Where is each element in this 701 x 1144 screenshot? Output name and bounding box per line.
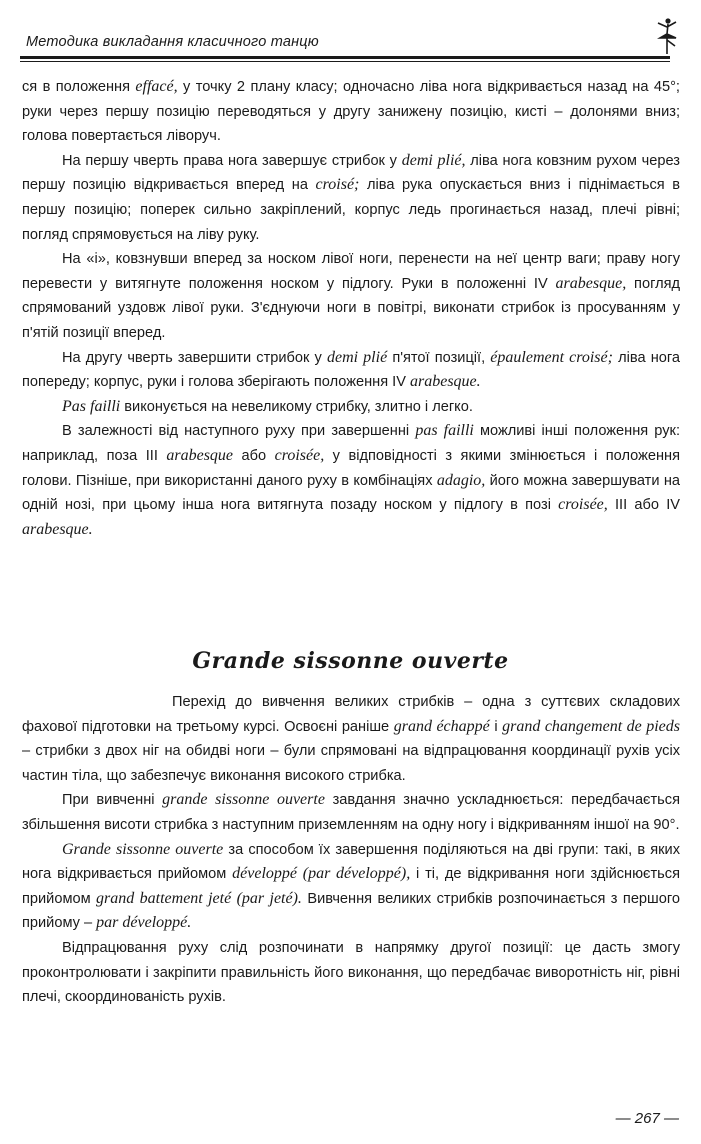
paragraph	[22, 395, 680, 420]
page-number: — 267 —	[615, 1110, 679, 1127]
header-rule-thin	[20, 61, 670, 62]
text-run: і	[489, 718, 503, 735]
header-rule-thick	[20, 56, 670, 59]
ballerina-icon	[654, 16, 680, 56]
text-run: Вивчення великих стрибків розпочинається з першого прийому –	[22, 890, 680, 932]
italic-term: arabesque	[166, 446, 234, 464]
italic-term: par développé.	[96, 914, 192, 932]
paragraph	[22, 247, 680, 345]
text-run: ліва рука опускається вниз і піднімається в першу позицію; поперек сильно закріплений, корпус ледь прогинається назад, плечі рівні; погляд спрямовується на ліву руку.	[22, 177, 680, 243]
italic-term: épaulement croisé;	[490, 348, 613, 366]
text-run: виконується на невеликому стрибку, злитно і легко.	[120, 398, 473, 415]
text-run: можливі інші положення рук: наприклад, поза III	[22, 423, 680, 464]
paragraph	[22, 788, 680, 837]
italic-term: pas failli	[415, 422, 474, 440]
text-run: Перехід до вивчення великих стрибків – одна з суттєвих складових фахової підготовки на третьому курсі. Освоєні раніше	[22, 694, 680, 735]
text-run: погляд спрямований уздовж лівої руки. З'єднуючи ноги в повітрі, виконати стрибок із просуванням у п'ятій позиції вперед.	[22, 275, 681, 341]
text-run: – стрибки з двох ніг на обидві ноги – були спрямовані на відпрацювання координації рухів усіх частин тіла, що забезпечує виконання високого стрибка.	[22, 743, 680, 784]
section-heading: Grande sissonne ouverte	[192, 648, 509, 674]
italic-term: croisé;	[315, 176, 360, 194]
running-header	[20, 28, 680, 60]
text-run: у точку 2 плану класу; одночасно ліва нога відкривається назад на 45°; руки через першу позицію переводяться у другу занижену позицію, кисті – долонями вниз; голова повертається ліворуч.	[22, 79, 680, 145]
text-run: Відпрацювання руху слід розпочинати в напрямку другої позиції: це дасть змогу проконтролювати і закріпити правильність його виконання, що передбачає виворотність ніг, рівні плечі, скоординованість рухів.	[22, 939, 680, 1006]
italic-term: arabesque.	[410, 373, 481, 391]
italic-term: adagio,	[436, 471, 486, 489]
text-run: III або IV	[607, 497, 680, 514]
running-header-title: Методика викладання класичного танцю	[26, 34, 319, 50]
italic-term: croisée,	[274, 446, 325, 464]
text-run: На другу чверть завершити стрибок у	[62, 349, 327, 366]
paragraph	[22, 419, 680, 542]
paragraph	[22, 936, 680, 1010]
paragraph	[22, 838, 680, 936]
paragraph	[22, 149, 680, 247]
italic-term: grande sissonne ouverte	[162, 791, 325, 809]
text-run: ліва нога ковзним рухом через першу позицію відкривається вперед на	[22, 152, 680, 194]
body-text-top	[22, 75, 680, 542]
italic-term: croisée,	[558, 496, 608, 514]
text-run: При вивченні	[62, 792, 163, 809]
text-run: На першу чверть права нога завершує стрибок у	[62, 152, 402, 169]
text-run: у відповідності з якими змінюється і положення голови. Пізніше, при використанні даного руху в комбінаціях	[22, 447, 681, 489]
italic-term: Grande sissonne ouverte	[62, 840, 224, 858]
italic-term: arabesque,	[555, 274, 627, 292]
italic-term: grand battement jeté (par jeté).	[96, 889, 302, 907]
italic-term: grand échappé	[393, 717, 490, 735]
paragraph	[22, 75, 680, 149]
italic-term: demi plié,	[401, 151, 466, 169]
italic-term: arabesque.	[22, 520, 93, 538]
italic-term: grand changement de pieds	[502, 717, 681, 735]
text-run: або	[233, 447, 275, 464]
text-run: його можна завершувати на одній нозі, при цьому інша нога витягнута позаду носком у підлогу в позі	[22, 472, 681, 514]
text-run: п'ятої позиції,	[387, 349, 491, 366]
text-run: за способом їх завершення поділяються на дві групи: такі, в яких нога відкривається прийомом	[22, 841, 680, 883]
text-run: завдання значно ускладнюється: передбачається збільшення висоти стрибка з наступним приземленням на одну ногу і відкриванням іншої на 90°.	[22, 792, 680, 833]
paragraph	[22, 346, 680, 395]
text-run: На «і», ковзнувши вперед за носком лівої ноги, перенести на неї центр ваги; праву ногу перевести у витягнуте положення носком у підлогу. Руки в положенні IV	[22, 251, 680, 292]
paragraph	[22, 690, 680, 788]
italic-term: effacé,	[135, 78, 178, 95]
text-run: і ті, де відкривання ноги здійснюється прийомом	[22, 866, 680, 907]
italic-term: Pas failli	[62, 397, 121, 415]
body-text-bottom	[22, 690, 680, 1010]
text-run: ся в положення	[22, 79, 136, 95]
italic-term: demi plié	[327, 348, 388, 366]
text-run: В залежності від наступного руху при завершенні	[62, 423, 416, 440]
italic-term: développé (par développé),	[232, 865, 411, 883]
text-run: ліва нога попереду; корпус, руки і голова зберігають положення IV	[22, 349, 681, 391]
